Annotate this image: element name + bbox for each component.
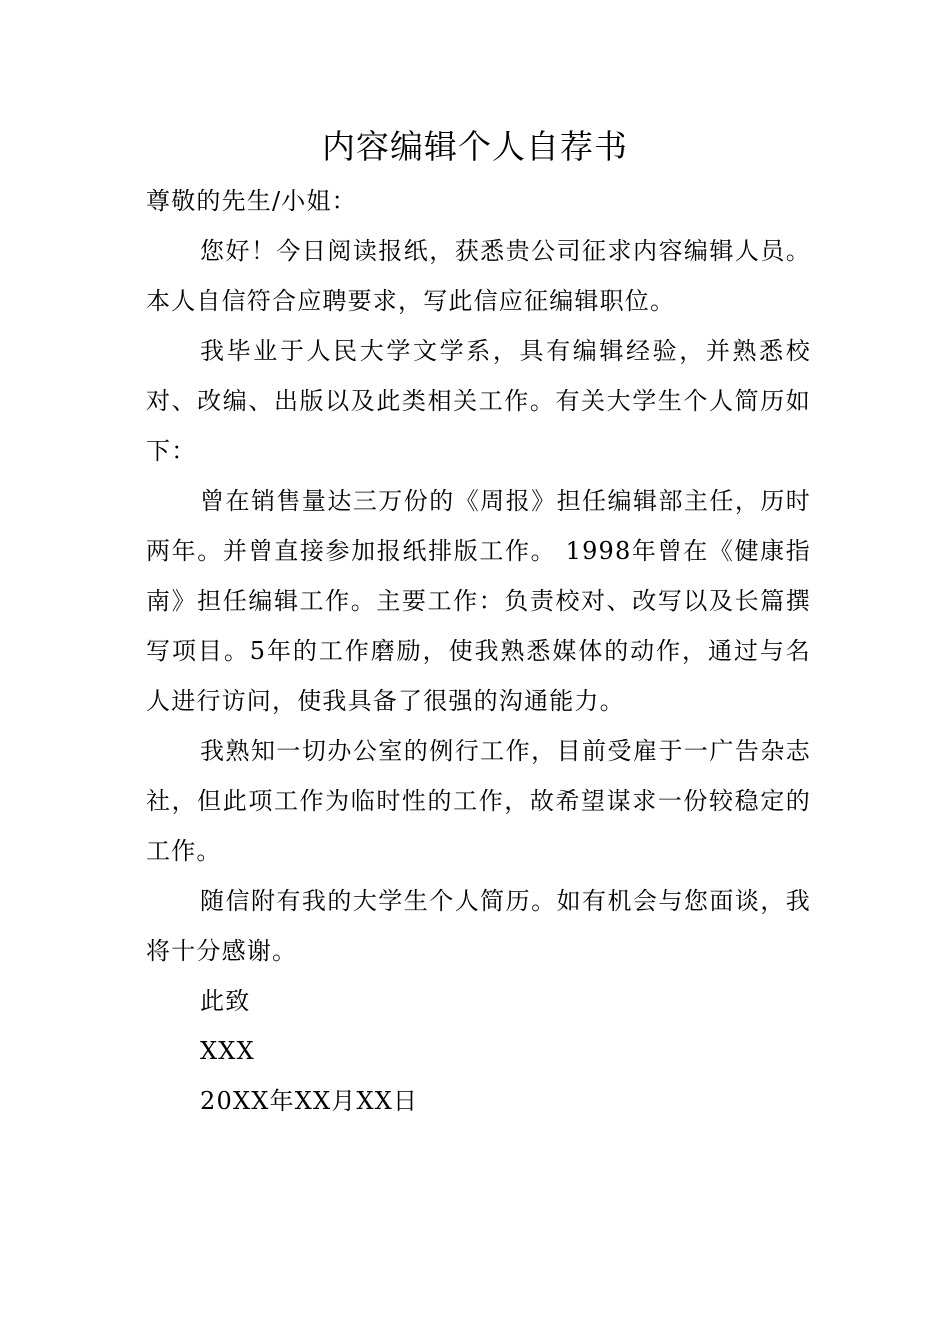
letter-body: [146, 176, 811, 1126]
paragraph-experience: 曾在销售量达三万份的《周报》担任编辑部主任，历时两年。并曾直接参加报纸排版工作。 1998年曾在《健康指南》担任编辑工作。主要工作：负责校对、改写以及长篇撰写项目。5年的工作磨励，使我熟悉媒体的动作，通过与名人进行访问，使我具备了很强的沟通能力。: [146, 487, 811, 715]
salutation: 尊敬的先生/小姐：: [146, 187, 357, 215]
paragraph-attachment: 随信附有我的大学生个人简历。如有机会与您面谈，我将十分感谢。: [146, 887, 811, 965]
document-title: 内容编辑个人自荐书: [322, 127, 628, 166]
paragraph-greeting: 您好！今日阅读报纸，获悉贵公司征求内容编辑人员。本人自信符合应聘要求，写此信应征编辑职位。: [146, 237, 811, 315]
signature: XXX: [200, 1037, 255, 1065]
letter-date: 20XX年XX月XX日: [200, 1087, 419, 1115]
closing-phrase: 此致: [200, 987, 251, 1015]
paragraph-education: 我毕业于人民大学文学系，具有编辑经验，并熟悉校对、改编、出版以及此类相关工作。有关大学生个人简历如下：: [146, 337, 811, 465]
paragraph-current-job: 我熟知一切办公室的例行工作，目前受雇于一广告杂志社，但此项工作为临时性的工作，故希望谋求一份较稳定的工作。: [146, 737, 811, 865]
